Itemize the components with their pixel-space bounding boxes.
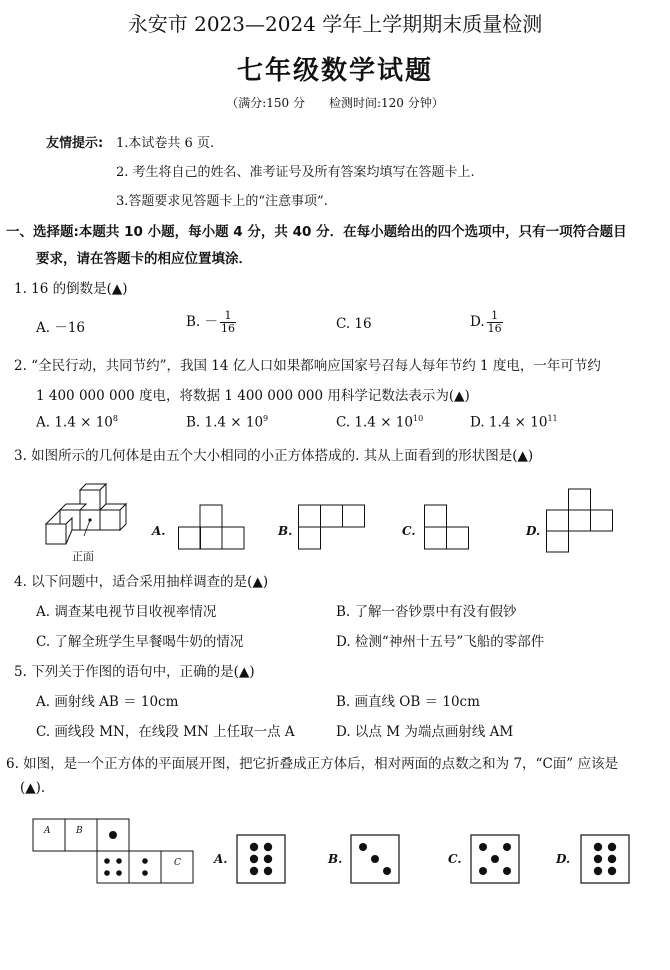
front-marker-dot xyxy=(88,518,91,521)
q3-option-d-shape xyxy=(546,488,616,554)
q3-stem: 3. 如图所示的几何体是由五个大小相同的小正方体搭成的. 其从上面看到的形状图是(▲) xyxy=(14,448,534,464)
q2-stem-line2: 1 400 000 000 度电，将数据 1 400 000 000 用科学记数法表示为(▲) xyxy=(36,388,470,404)
q6-option-c-die xyxy=(470,834,520,884)
net-face-a: A xyxy=(44,826,51,836)
net-face-b: B xyxy=(76,826,83,836)
q6-stem-line1: 6. 如图，是一个正方体的平面展开图，把它折叠成正方体后，相对两面的点数之和为 7，“C面” 应该是 xyxy=(6,756,618,772)
q5-option-b: B. 画直线 OB ＝ 10cm xyxy=(336,694,480,710)
q6-cube-net xyxy=(32,818,200,886)
tips-label: 友情提示: xyxy=(46,136,104,151)
q6-option-a-label: A. xyxy=(214,852,228,866)
q4-option-b: B. 了解一沓钞票中有没有假钞 xyxy=(336,604,517,620)
q3-option-b-shape xyxy=(298,504,368,552)
front-label: 正面 xyxy=(72,550,94,563)
q5-stem: 5. 下列关于作图的语句中，正确的是(▲) xyxy=(14,664,255,680)
q3-option-c-shape xyxy=(424,504,472,552)
exam-subtitle: （满分:150 分 检测时间:120 分钟） xyxy=(226,96,444,110)
q2-option-d: D. $1.4 \times 10^{11}$ xyxy=(470,414,558,431)
q1-stem: 1. 16 的倒数是(▲) xyxy=(14,281,128,297)
q4-option-d: D. 检测“神州十五号”飞船的零部件 xyxy=(336,634,545,650)
q1-option-a: A. －16 xyxy=(36,320,86,336)
section-heading: 一、选择题:本题共 10 小题，每小题 4 分，共 40 分．在每小题给出的四个选项中，只有一项符合题目 xyxy=(6,224,627,240)
q4-option-a: A. 调查某电视节目收视率情况 xyxy=(36,604,217,620)
q4-stem: 4. 以下问题中，适合采用抽样调查的是(▲) xyxy=(14,574,269,590)
tip-item-1: 1.本试卷共 6 页. xyxy=(116,136,215,151)
q3-option-a-label: A. xyxy=(152,524,166,538)
q3-option-c-label: C. xyxy=(402,524,416,538)
q6-option-b-label: B. xyxy=(328,852,343,866)
q3-cubes-figure xyxy=(44,478,144,548)
q3-option-a-shape xyxy=(178,504,246,552)
q2-option-c: C. $1.4 \times 10^{10}$ xyxy=(336,414,424,431)
q1-option-d: D. $\frac{1}{16}$ xyxy=(470,309,502,335)
exam-title-line1: 永安市 2023—2024 学年上学期期末质量检测 xyxy=(127,12,543,36)
q4-option-c: C. 了解全班学生早餐喝牛奶的情况 xyxy=(36,634,244,650)
q2-stem-line1: 2. “全民行动，共同节约”，我国 14 亿人口如果都响应国家号召每人每年节约 1 度电，一年可节约 xyxy=(14,358,601,374)
q1-option-c: C. 16 xyxy=(336,316,372,332)
exam-title-line2: 七年级数学试题 xyxy=(236,56,433,86)
tip-item-3: 3.答题要求见答题卡上的“注意事项”. xyxy=(116,194,328,209)
q3-option-b-label: B. xyxy=(278,524,293,538)
q5-option-c: C. 画线段 MN，在线段 MN 上任取一点 A xyxy=(36,724,295,740)
q5-option-a: A. 画射线 AB ＝ 10cm xyxy=(36,694,179,710)
q5-option-d: D. 以点 M 为端点画射线 AM xyxy=(336,724,514,740)
q3-option-d-label: D. xyxy=(526,524,541,538)
q2-option-b: B. $1.4 \times 10^9$ xyxy=(186,414,269,431)
q6-option-d-label: D. xyxy=(556,852,571,866)
q6-option-b-die xyxy=(350,834,400,884)
section-heading-cont: 要求，请在答题卡的相应位置填涂． xyxy=(36,251,252,267)
net-face-c: C xyxy=(174,858,181,868)
tip-item-2: 2. 考生将自己的姓名、准考证号及所有答案均填写在答题卡上. xyxy=(116,165,475,180)
q2-option-a: A. $1.4 \times 10^8$ xyxy=(36,414,118,431)
q6-option-a-die xyxy=(236,834,286,884)
q6-option-c-label: C. xyxy=(448,852,462,866)
q6-stem-line2: (▲). xyxy=(20,780,46,796)
q1-option-b: B. － $\frac{1}{16}$ xyxy=(186,309,236,335)
q6-option-d-die xyxy=(580,834,630,884)
